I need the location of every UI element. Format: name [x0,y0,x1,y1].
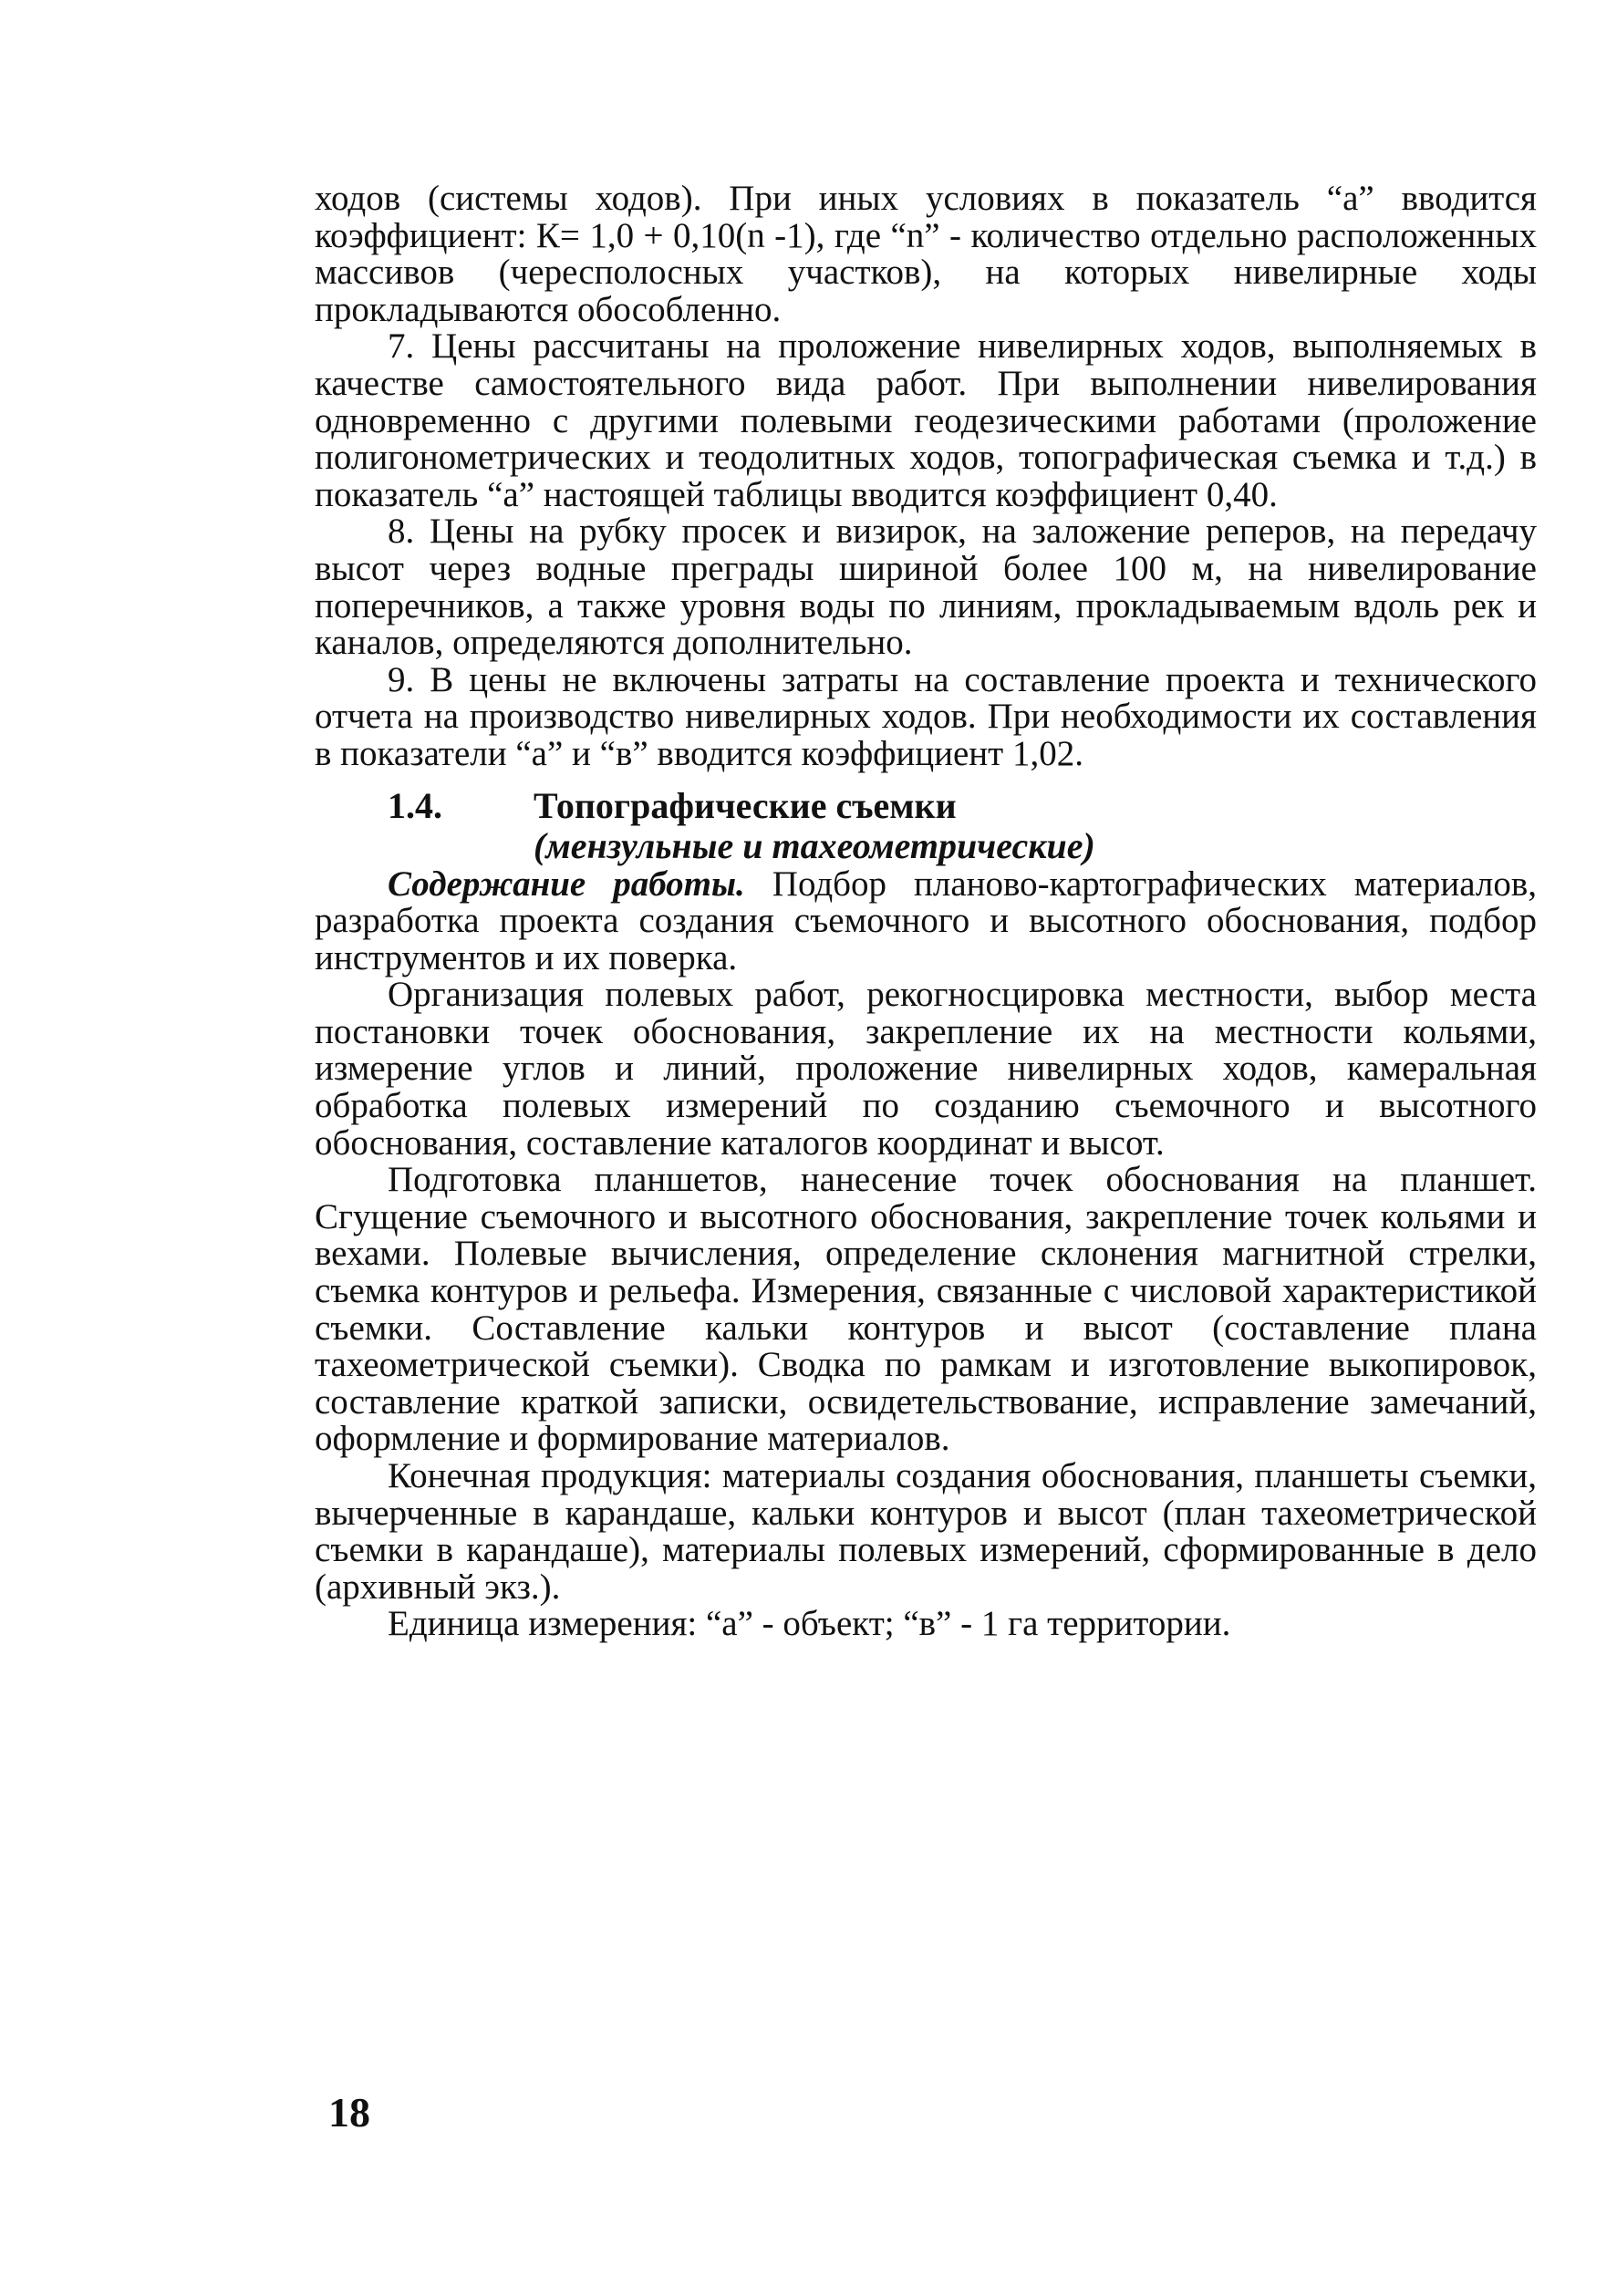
section-title: Топографические съемки [534,784,957,826]
paragraph-unit: Единица измерения: “а” - объект; “в” - 1 га территории. [388,1604,1231,1644]
paragraph-item-9: 9. В цены не включены затраты на составление проекта и технического отчета на производство нивелирных ходов. При необходимости их составления в показатели “а” и “в” вводится коэффициент 1,02. [315,659,1537,773]
content-first-text: Подбор планово-картографических материалов, разработка проекта создания съемочного и высотного обоснования, подбор инструментов и их поверка. [315,864,1537,977]
paragraph-item-7: 7. Цены рассчитаны на проложение нивелирных ходов, выполняемых в качестве самостоятельного вида работ. При выполнении нивелирования одновременно с другими полевыми геодезическими работами (проложение полигонометрических и теодолитных ходов, топографическая съемка и т.д.) в показатель “а” настоящей таблицы вводится коэффициент 0,40. [315,326,1537,514]
paragraph-continuation: ходов (системы ходов). При иных условиях в показатель “а” вводится коэффициент: К= 1,0 + 0,10(n -1), где “n” - количество отдельно расположенных массивов (чересполосных участков), на которых нивелирные ходы прокладываются обособленно. [315,179,1537,329]
section-number: 1.4. [388,784,442,826]
page-body [315,181,1537,1643]
section-heading-row [315,786,1537,826]
content-lead: Содержание работы. [388,864,745,904]
page-number: 18 [328,2089,370,2136]
section-heading [315,786,1537,866]
paragraph-final-product: Конечная продукция: материалы создания обоснования, планшеты съемки, вычерченные в карандаше, кальки контуров и высот (план тахеометрической съемки в карандаше), материалы полевых измерений, сформированные в дело (архивный экз.). [315,1456,1537,1607]
paragraph-item-8: 8. Цены на рубку просек и визирок, на заложение реперов, на передачу высот через водные преграды шириной более 100 м, на нивелирование поперечников, а также уровня воды по линиям, прокладываемым вдоль рек и каналов, определяются дополнительно. [315,512,1537,663]
section-subtitle: (мензульные и тахеометрические) [534,824,1095,866]
paragraph-preparation: Подготовка планшетов, нанесение точек обоснования на планшет. Сгущение съемочного и высотного обоснования, закрепление точек кольями и вехами. Полевые вычисления, определение склонения магнитной стрелки, съемка контуров и рельефа. Измерения, связанные с числовой характеристикой съемки. Составление кальки контуров и высот (составление плана тахеометрической съемки). Сводка по рамкам и изготовление выкопировок, составление краткой записки, освидетельствование, исправление замечаний, оформление и формирование материалов. [315,1160,1537,1459]
paragraph-organization: Организация полевых работ, рекогносцировка местности, выбор места постановки точек обоснования, закрепление их на местности кольями, измерение углов и линий, проложение нивелирных ходов, камеральная обработка полевых измерений по созданию съемочного и высотного обоснования, составление каталогов координат и высот. [315,975,1537,1163]
paragraph-content [315,866,1537,977]
